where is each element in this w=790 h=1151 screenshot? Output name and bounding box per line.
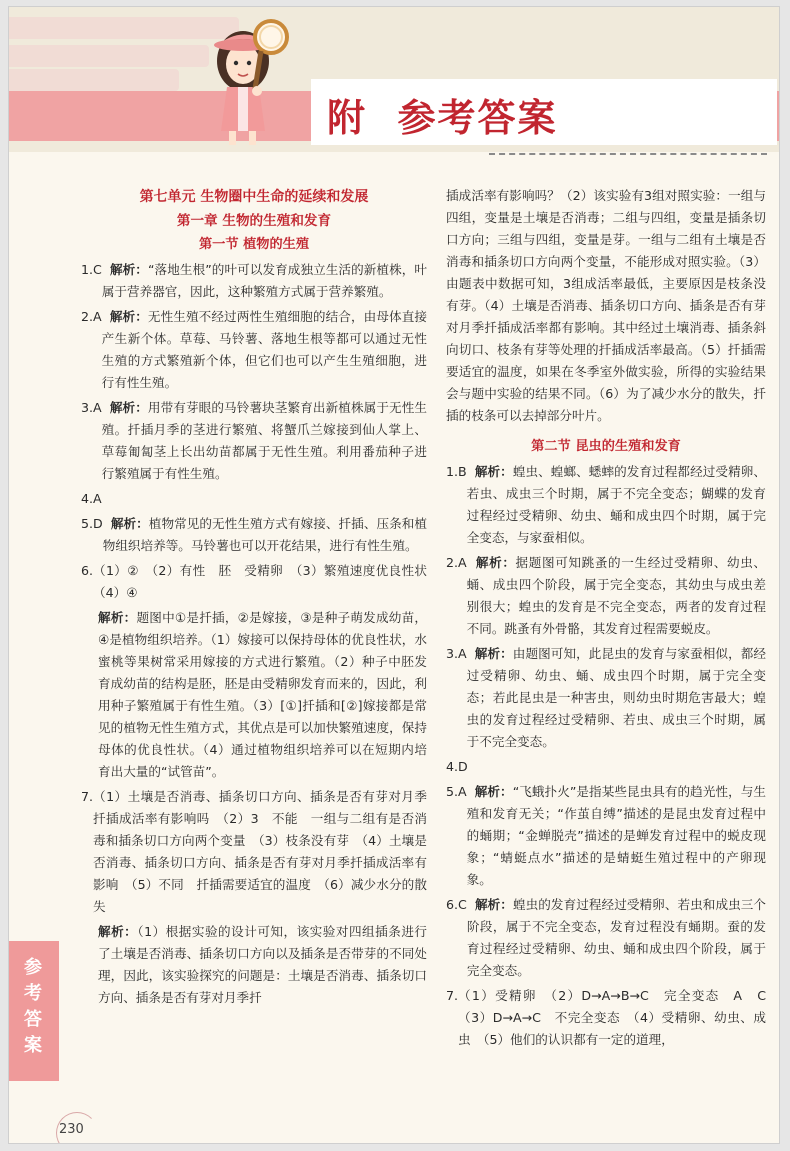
answer-item [81,560,440,604]
answer-item [446,985,779,1051]
side-tab [9,941,59,1081]
answer-number: 3.A [446,646,467,661]
analysis-label: 解析： [474,464,513,479]
answer-number: 2.A [446,555,467,570]
answer-text: （1）受精卵 （2）D→A→B→C 完全变态 A C （3）D→A→C 不完全变态 （4）受精卵、幼虫、成虫 （5）他们的认识都有一定的道理， [458,988,779,1047]
page-title: 附 参考答案 [327,96,558,140]
answer-item [81,259,427,303]
analysis-label: 解析： [474,646,513,661]
answer-number: 1.B [446,464,467,479]
analysis-label: 解析： [109,309,148,324]
answer-text: “落地生根”的叶可以发育成独立生活的新植株，叶属于营养器官，因此，这种繁殖方式属于营养繁殖。 [101,262,428,299]
answer-text: 无性生殖不经过两性生殖细胞的结合，由母体直接产生新个体。草莓、马铃薯、落地生根等都可以通过无性生殖的方式繁殖新个体，但它们也可以产生生殖细胞，进行有性生殖。 [101,309,428,390]
answer-item [446,643,766,753]
answer-text: （1）② （2）有性 胚 受精卵 （3）繁殖速度优良性状 （4）④ [93,563,440,600]
answer-number: 4.D [446,759,468,774]
answer-number: 6.C [446,897,467,912]
analysis-label: 解析： [474,897,513,912]
answer-text: “飞蛾扑火”是指某些昆虫具有的趋光性，与生殖和发育无关；“作茧自缚”描述的是昆虫发育过程中的蛹期；“金蝉脱壳”描述的是蝉发育过程中的蜕皮现象；“蜻蜓点水”描述的是蜻蜓生殖过程中的产卵现象。 [466,784,766,887]
answer-item [446,552,766,640]
answer-number: 3.A [81,400,102,415]
answer-item [81,786,427,918]
answer-item [81,513,427,557]
side-tab-label: 参考答案 [24,957,42,1056]
section-title: 第二节 昆虫的生殖和发育 [531,439,681,454]
answer-item [446,756,766,778]
analysis-label: 解析： [98,610,137,625]
answer-text: 由题图可知，此昆虫的发育与家蚕相似，都经过受精卵、幼虫、蛹、成虫四个时期，属于完全变态；若此昆虫是一种害虫，则幼虫时期危害最大；蝗虫的发育过程经过受精卵、若虫、成虫三个时期，属于不完全变态。 [466,646,767,749]
answer-text: 据题图可知跳蚤的一生经过受精卵、幼虫、蛹、成虫四个阶段，属于完全变态，其幼虫与成虫差别很大；蝗虫的发育是不完全变态，两者的发育过程不同。跳蚤有外骨骼，其发育过程需要蜕皮。 [466,555,767,636]
analysis-label: 解析： [474,784,513,799]
answer-text: 蝗虫的发育过程经过受精卵、若虫和成虫三个阶段，属于不完全变态，发育过程没有蛹期。蚕的发育过程经过受精卵、幼虫、蛹和成虫四个阶段，属于完全变态。 [466,897,767,978]
analysis-text: （1）根据实验的设计可知，该实验对四组插条进行了土壤是否消毒、插条切口方向以及插条是否带芽的不同处理，因此，该实验探究的问题是：土壤是否消毒、插条切口方向、插条是否有芽对月季扦 [98,924,428,1005]
answer-text: 用带有芽眼的马铃薯块茎繁育出新植株属于无性生殖。扦插月季的茎进行繁殖、将蟹爪兰嫁接到仙人掌上、草莓匍匐茎上长出幼苗都属于无性生殖。利用番茄种子进行繁殖属于有性生殖。 [101,400,428,481]
header-band [9,7,780,152]
answer-item [446,894,766,982]
decorative-band [9,69,179,91]
answer-number: 5.D [81,516,103,531]
unit-title: 第七单元 生物圈中生命的延续和发展 [139,189,369,205]
decorative-band [9,45,209,67]
page-number: 230 [59,1122,84,1137]
analysis-label: 解析： [109,262,148,277]
answer-number: 7. [81,789,94,804]
answer-item [446,781,766,891]
answer-number: 1.C [81,262,102,277]
analysis-label: 解析： [98,924,138,939]
answer-number: 4.A [81,491,102,506]
left-column [81,185,440,1012]
girl-with-magnifying-glass-icon [205,9,295,149]
right-column [446,185,779,1054]
answer-number: 5.A [446,784,467,799]
section-title: 第一节 植物的生殖 [198,237,310,252]
analysis-label: 解析： [475,555,516,570]
analysis-label: 解析： [109,400,148,415]
answer-item [446,461,766,549]
answer-text: 植物常见的无性生殖方式有嫁接、扦插、压条和植物组织培养等。马铃薯也可以开花结果，进行有性生殖。 [102,516,428,553]
answer-text: （1）土壤是否消毒、插条切口方向、插条是否有芽对月季扦插成活率有影响吗 （2）3 不能 一组与二组有是否消毒和插条切口方向两个变量 （3）枝条没有芽 （4）土壤是否消毒、插条切口方向、插条是否有芽对月季扦插成活率有影响 （5）不同 扦插需要适宜的温度 （6）减少水分的散失 [93,789,427,914]
chapter-title: 第一章 生物的生殖和发育 [176,213,332,229]
answer-text: 蝗虫、蝗螂、蟋蟀的发育过程都经过受精卵、若虫、成虫三个时期，属于不完全变态；蝴蝶的发育过程经过受精卵、幼虫、蛹和成虫四个时期，属于完全变态，与家蚕相似。 [466,464,767,545]
analysis-label: 解析： [110,516,149,531]
continued-analysis: 插成活率有影响吗？（2）该实验有3组对照实验：一组与四组，变量是土壤是否消毒；二组与四组，变量是插条切口方向；三组与四组，变量是芽。一组与二组有土壤是否消毒和插条切口方向两个变量，不能形成对照实验。（3）由题表中数据可知，3组成活率最低，主要原因是枝条没有芽。（4）土壤是否消毒、插条切口方向、插条是否有芽对月季扦插成活率都有影响。其中经过土壤消毒、插条斜向切口、枝条有芽等处理的扦插成活率最高。（5）扦插需要适宜的温度，如果在冬季室外做实验，所得的实验结果会与题中实验的结果不同。（6）为了减少水分的散失，扦插的枝条可以去掉部分叶片。 [446,188,766,423]
answer-number: 6. [81,563,94,578]
answer-item [81,306,427,394]
header-dashed-line [489,153,767,155]
answer-number: 7. [446,988,459,1003]
answer-item [81,397,427,485]
analysis-text: 题图中①是扦插，②是嫁接，③是种子萌发成幼苗，④是植物组织培养。（1）嫁接可以保持母体的优良性状，水蜜桃等果树常采用嫁接的方式进行繁殖。（2）种子中胚发育成幼苗的结构是胚，胚是由受精卵发育而来的，因此，利用种子繁殖属于有性生殖。（3）[①]扦插和[②]嫁接都是常见的植物无性生殖方式，其优点是可以加快繁殖速度，保持母体的优良性状。（4）通过植物组织培养可以在短期内培育出大量的“试管苗”。 [98,610,427,779]
answer-number: 2.A [81,309,102,324]
analysis-paragraph [98,921,427,1009]
answer-item [81,488,427,510]
page [8,6,780,1144]
analysis-paragraph [98,607,427,783]
